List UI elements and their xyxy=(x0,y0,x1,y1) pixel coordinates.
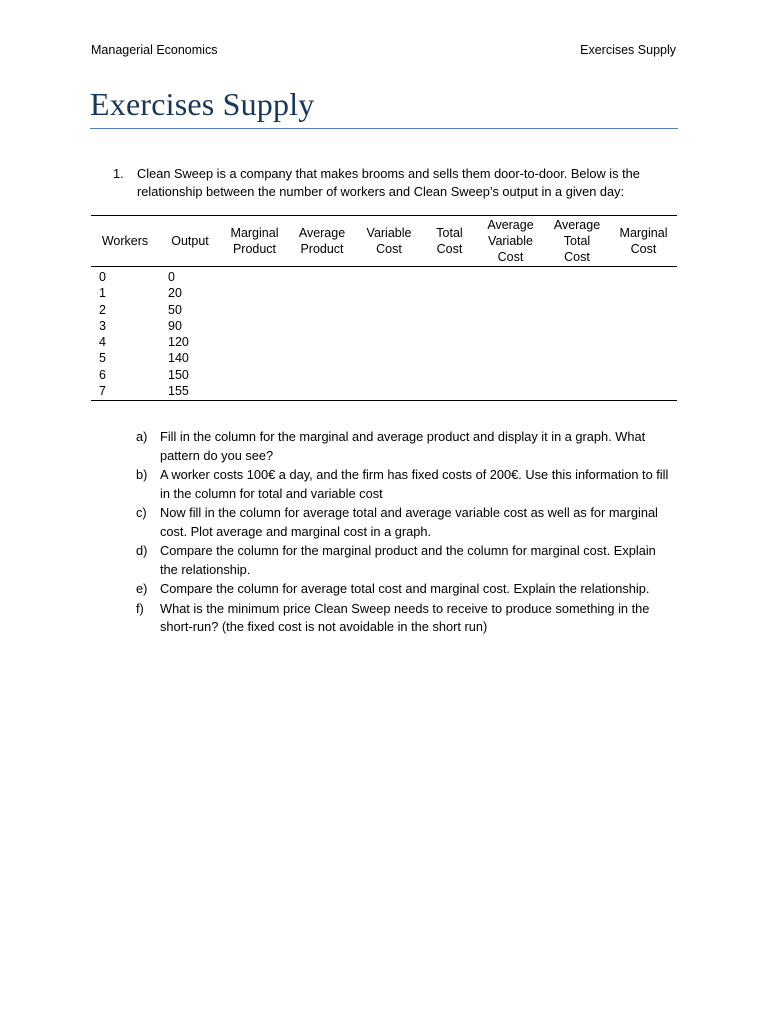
cell-empty xyxy=(288,350,356,366)
cell-empty xyxy=(610,367,677,383)
header-line: Average xyxy=(298,226,346,240)
cell-workers: 4 xyxy=(99,335,106,350)
cell-empty xyxy=(544,267,610,286)
table-row xyxy=(91,267,677,286)
cell-workers: 0 xyxy=(99,270,106,284)
header-line: Cost xyxy=(564,250,590,264)
table-row xyxy=(91,318,677,334)
cell-empty xyxy=(221,285,288,301)
cell-empty xyxy=(288,318,356,334)
subquestion-item xyxy=(136,466,676,503)
cell-empty xyxy=(221,350,288,366)
subquestion-item xyxy=(136,600,676,637)
cell-empty xyxy=(422,334,477,350)
cell-empty xyxy=(544,302,610,318)
table-header-row xyxy=(91,216,677,267)
header-line: Marginal xyxy=(230,226,279,240)
cell-empty xyxy=(288,267,356,286)
title-underline xyxy=(90,128,678,129)
cell-empty xyxy=(422,367,477,383)
cell-empty xyxy=(477,367,544,383)
cell-empty xyxy=(610,302,677,318)
subquestion-item xyxy=(136,504,676,541)
header-average-total-cost xyxy=(544,216,610,267)
cell-empty xyxy=(477,267,544,286)
header-line: Output xyxy=(171,234,209,248)
cell-empty xyxy=(477,383,544,401)
running-header-left: Managerial Economics xyxy=(91,43,218,57)
header-line: Product xyxy=(300,242,344,256)
header-line: Total xyxy=(436,226,463,240)
table-row xyxy=(91,350,677,366)
cell-empty xyxy=(422,267,477,286)
cell-output: 90 xyxy=(168,318,182,333)
cell-output: 140 xyxy=(168,351,189,366)
cell-empty xyxy=(477,318,544,334)
cell-empty xyxy=(477,350,544,366)
cell-empty xyxy=(356,267,422,286)
subquestion-text: Compare the column for the marginal product and the column for marginal cost. Explain the relationship. xyxy=(160,543,656,577)
cell-empty xyxy=(221,318,288,334)
subquestion-item xyxy=(136,580,676,599)
cell-empty xyxy=(610,318,677,334)
header-line: Workers xyxy=(101,234,149,248)
subquestion-letter: c) xyxy=(136,505,147,520)
subquestion-text: A worker costs 100€ a day, and the firm has fixed costs of 200€. Use this information to fill in the column for total and variable cost xyxy=(160,467,669,501)
header-marginal-product xyxy=(221,216,288,267)
cell-empty xyxy=(356,383,422,401)
cell-empty xyxy=(544,350,610,366)
subquestion-text: What is the minimum price Clean Sweep needs to receive to produce something in the short-run? (the fixed cost is not avoidable in the short run) xyxy=(160,600,650,634)
cell-empty xyxy=(544,367,610,383)
cell-empty xyxy=(221,267,288,286)
cell-empty xyxy=(356,285,422,301)
table-row xyxy=(91,367,677,383)
header-line: Variable xyxy=(366,226,412,240)
header-output xyxy=(159,216,221,267)
cell-empty xyxy=(422,350,477,366)
subquestion-letter: e) xyxy=(136,581,148,596)
subquestion-item xyxy=(136,428,676,465)
subquestion-letter: f) xyxy=(136,600,144,616)
cell-empty xyxy=(610,350,677,366)
cell-empty xyxy=(422,302,477,318)
cell-empty xyxy=(288,302,356,318)
cell-workers: 7 xyxy=(91,383,159,401)
subquestion-letter: d) xyxy=(136,543,148,558)
cell-output: 50 xyxy=(168,302,182,317)
cell-empty xyxy=(477,285,544,301)
cell-workers: 5 xyxy=(99,351,106,366)
cell-empty xyxy=(288,367,356,383)
header-marginal-cost xyxy=(610,216,677,267)
header-line: Cost xyxy=(436,242,463,256)
header-workers xyxy=(91,216,159,267)
workers-output-table xyxy=(91,215,677,401)
cell-empty xyxy=(356,318,422,334)
cell-empty xyxy=(288,383,356,401)
cell-empty xyxy=(544,383,610,401)
cell-output: 150 xyxy=(168,367,189,382)
cell-empty xyxy=(422,383,477,401)
cell-workers: 2 xyxy=(99,302,106,317)
header-variable-cost xyxy=(356,216,422,267)
cell-empty xyxy=(221,302,288,318)
header-line: Cost xyxy=(630,242,657,256)
cell-empty xyxy=(288,334,356,350)
cell-output: 155 xyxy=(159,383,221,401)
header-line: Marginal xyxy=(619,226,668,240)
cell-empty xyxy=(221,334,288,350)
subquestion-item xyxy=(136,542,676,579)
header-line: Average xyxy=(553,218,601,232)
cell-empty xyxy=(544,334,610,350)
header-total-cost xyxy=(422,216,477,267)
question-number: 1. xyxy=(113,166,124,181)
subquestion-text: Compare the column for average total cost and marginal cost. Explain the relationship. xyxy=(160,581,650,596)
cell-empty xyxy=(610,383,677,401)
cell-empty xyxy=(610,267,677,286)
cell-workers: 6 xyxy=(99,367,106,382)
cell-empty xyxy=(544,318,610,334)
cell-empty xyxy=(221,367,288,383)
cell-output: 0 xyxy=(168,270,175,284)
cell-empty xyxy=(544,285,610,301)
cell-empty xyxy=(221,383,288,401)
header-average-product xyxy=(288,216,356,267)
question-text: Clean Sweep is a company that makes brooms and sells them door-to-door. Below is the relationship between the number of workers and Clean Sweep’s output in a given day: xyxy=(137,166,640,199)
page-title: Exercises Supply xyxy=(90,86,315,122)
cell-empty xyxy=(477,302,544,318)
cell-empty xyxy=(356,367,422,383)
subquestion-letter: a) xyxy=(136,429,148,444)
table-row xyxy=(91,302,677,318)
cell-empty xyxy=(477,334,544,350)
cell-empty xyxy=(288,285,356,301)
subquestion-letter: b) xyxy=(136,467,148,482)
cell-output: 20 xyxy=(168,286,182,301)
cell-workers: 1 xyxy=(99,286,106,301)
table-row xyxy=(91,285,677,301)
cell-empty xyxy=(356,334,422,350)
cell-empty xyxy=(610,285,677,301)
cell-output: 120 xyxy=(168,335,189,350)
header-line: Total xyxy=(563,234,591,248)
header-average-variable-cost xyxy=(477,216,544,267)
header-line: Cost xyxy=(376,242,402,256)
table-row xyxy=(91,383,677,401)
subquestion-list xyxy=(136,428,676,638)
header-line: Variable xyxy=(488,234,533,248)
table-row xyxy=(91,334,677,350)
cell-empty xyxy=(610,334,677,350)
cell-empty xyxy=(356,350,422,366)
cell-empty xyxy=(356,302,422,318)
header-line: Product xyxy=(232,242,277,256)
running-header-right: Exercises Supply xyxy=(580,43,676,57)
cell-workers: 3 xyxy=(99,318,106,333)
header-line: Average xyxy=(487,218,534,232)
question-1 xyxy=(113,165,673,201)
header-line: Cost xyxy=(497,250,524,264)
cell-empty xyxy=(422,285,477,301)
cell-empty xyxy=(422,318,477,334)
subquestion-text: Now fill in the column for average total and average variable cost as well as for marginal cost. Plot average and marginal cost in a graph. xyxy=(160,505,658,539)
subquestion-text: Fill in the column for the marginal and average product and display it in a graph. What pattern do you see? xyxy=(160,429,646,463)
